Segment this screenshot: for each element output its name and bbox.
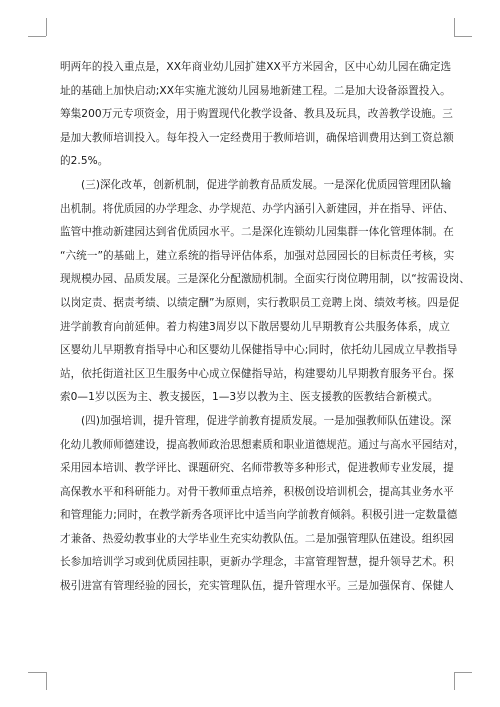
text-line: 现规模办园、品质发展。三是深化分配激励机制。全面实行岗位聘用制，以“按需设岗、 bbox=[60, 273, 470, 286]
text-line: 极引进富有管理经验的园长，充实管理队伍，提升管理水平。三是加强保育、保健人 bbox=[60, 580, 454, 593]
document-body bbox=[60, 56, 470, 599]
text-line: 才兼备、热爱幼教事业的大学毕业生充实幼教队伍。二是加强管理队伍建设。组织园 bbox=[60, 532, 454, 545]
crop-mark-top-right-vertical bbox=[454, 18, 455, 36]
text-line: (三)深化改革，创新机制，促进学前教育品质发展。一是深化优质园管理团队输 bbox=[81, 178, 452, 191]
crop-mark-top-left-vertical bbox=[46, 18, 47, 36]
text-line: 的2.5%。 bbox=[60, 155, 109, 168]
text-line: 出机制。将优质园的办学理念、办学规范、办学内涵引入新建园，并在指导、评估、 bbox=[60, 202, 454, 215]
text-line: 索0—1岁以医为主、教支援医，1—3岁以教为主、医支援教的医教结合新模式。 bbox=[60, 391, 439, 404]
text-line: 区婴幼儿早期教育指导中心和区婴幼儿保健指导中心;同时，依托幼儿园成立早教指导 bbox=[60, 344, 458, 357]
text-line: 址的基础上加快启动;XX年实施尤渡幼儿园易地新建工程。二是加大设备添置投入。 bbox=[60, 84, 451, 97]
crop-mark-bottom-left-horizontal bbox=[28, 672, 46, 673]
text-line: 是加大教师培训投入。每年投入一定经费用于教师培训，确保培训费用达到工资总额 bbox=[60, 131, 454, 144]
text-line: 筹集200万元专项资金，用于购置现代化教学设备、教具及玩具，改善教学设施。三 bbox=[60, 108, 453, 121]
text-line: 站，依托街道社区卫生服务中心成立保健指导站，构建婴幼儿早期教育服务平台。探 bbox=[60, 367, 454, 380]
text-line: “六统一”的基础上，建立系统的指导评估体系，加强对总园园长的目标责任考核，实 bbox=[60, 249, 455, 262]
text-line: 监管中推动新建园达到省优质园水平。二是深化连锁幼儿园集群一体化管理体制。在 bbox=[60, 226, 454, 239]
crop-mark-bottom-left-vertical bbox=[46, 672, 47, 690]
text-line: 进学前教育向前延伸。着力构建3周岁以下散居婴幼儿早期教育公共服务体系，成立 bbox=[60, 320, 450, 333]
text-line: 和管理能力;同时，在教学新秀各项评比中适当向学前教育倾斜。积极引进一定数量德 bbox=[60, 509, 458, 522]
crop-mark-top-right-horizontal bbox=[454, 36, 472, 37]
crop-mark-bottom-right-horizontal bbox=[454, 672, 472, 673]
crop-mark-bottom-right-vertical bbox=[454, 672, 455, 690]
text-line: 化幼儿教师师德建设，提高教师政治思想素质和职业道德规范。通过与高水平园结对， bbox=[60, 438, 465, 451]
text-line: 长参加培训学习或到优质园挂职，更新办学理念，丰富管理智慧，提升领导艺术。积 bbox=[60, 556, 454, 569]
crop-mark-top-left-horizontal bbox=[28, 36, 46, 37]
text-line: (四)加强培训，提升管理，促进学前教育提质发展。一是加强教师队伍建设。深 bbox=[81, 414, 452, 427]
text-line: 以岗定责、据责考绩、以绩定酬”为原则，实行教职员工竞聘上岗、绩效考核。四是促 bbox=[60, 296, 460, 309]
text-line: 明两年的投入重点是，XX年商业幼儿园扩建XX平方米园舍，区中心幼儿园在确定选 bbox=[60, 61, 452, 73]
text-line: 采用园本培训、教学评比、课题研究、名师带教等多种形式，促进教师专业发展，提 bbox=[60, 462, 454, 475]
text-line: 高保教水平和科研能力。对骨干教师重点培养，积极创设培训机会，提高其业务水平 bbox=[60, 485, 454, 498]
